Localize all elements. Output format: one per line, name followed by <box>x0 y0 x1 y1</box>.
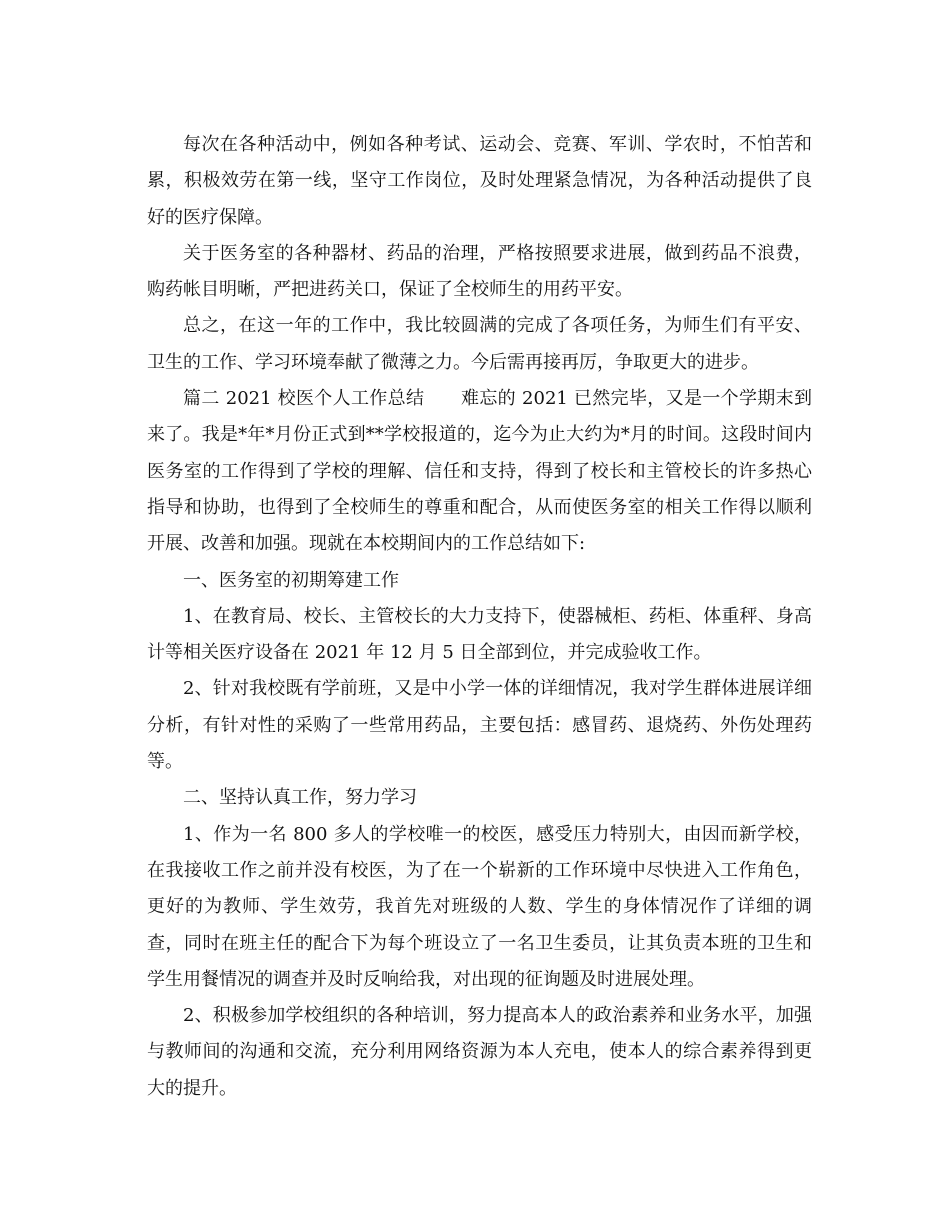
section-heading: 二、坚持认真工作，努力学习 <box>183 787 417 809</box>
paragraph: 2、针对我校既有学前班，又是中小学一体的详细情况，我对学生群体进展详细分析，有针对性的采购了一些常用药品，主要包括：感冒药、退烧药、外伤处理药等。 <box>147 678 812 773</box>
paragraph: 2、积极参加学校组织的各种培训，努力提高本人的政治素养和业务水平，加强与教师间的沟通和交流，充分利用网络资源为本人充电，使本人的综合素养得到更大的提升。 <box>147 1005 812 1099</box>
paragraph: 篇二 2021 校医个人工作总结 难忘的 2021 已然完毕，又是一个学期末到来了。我是*年*月份正式到**学校报道的，迄今为止大约为*月的时间。这段时间内医务室的工作得到了学校的理解、信任和支持，得到了校长和主管校长的许多热心指导和协助，也得到了全校师生的尊重和配合，从而使医务室的相关工作得以顺利开展、改善和加强。现就在本校期间内的工作总结如下: <box>147 388 812 555</box>
paragraph: 1、在教育局、校长、主管校长的大力支持下，使器械柜、药柜、体重秤、身高计等相关医疗设备在 2021 年 12 月 5 日全部到位，并完成验收工作。 <box>147 605 812 664</box>
paragraph: 1、作为一名 800 多人的学校唯一的校医，感受压力特别大，由因而新学校，在我接收工作之前并没有校医，为了在一个崭新的工作环境中尽快进入工作角色，更好的为教师、学生效劳，我首先对班级的人数、学生的身体情况作了详细的调查，同时在班主任的配合下为每个班设立了一名卫生委员，让其负责本班的卫生和学生用餐情况的调查并及时反响给我，对出现的征询题及时进展处理。 <box>147 823 812 990</box>
paragraph: 总之，在这一年的工作中，我比较圆满的完成了各项任务，为师生们有平安、卫生的工作、学习环境奉献了微薄之力。今后需再接再厉，争取更大的进步。 <box>147 315 812 373</box>
section-heading: 一、医务室的初期筹建工作 <box>183 569 399 591</box>
paragraph: 关于医务室的各种器材、药品的治理，严格按照要求进展，做到药品不浪费，购药帐目明晰，严把进药关口，保证了全校师生的用药平安。 <box>147 242 812 301</box>
document-body <box>147 127 812 1107</box>
paragraph: 每次在各种活动中，例如各种考试、运动会、竞赛、军训、学农时，不怕苦和累，积极效劳在第一线，坚守工作岗位，及时处理紧急情况，为各种活动提供了良好的医疗保障。 <box>147 134 812 228</box>
